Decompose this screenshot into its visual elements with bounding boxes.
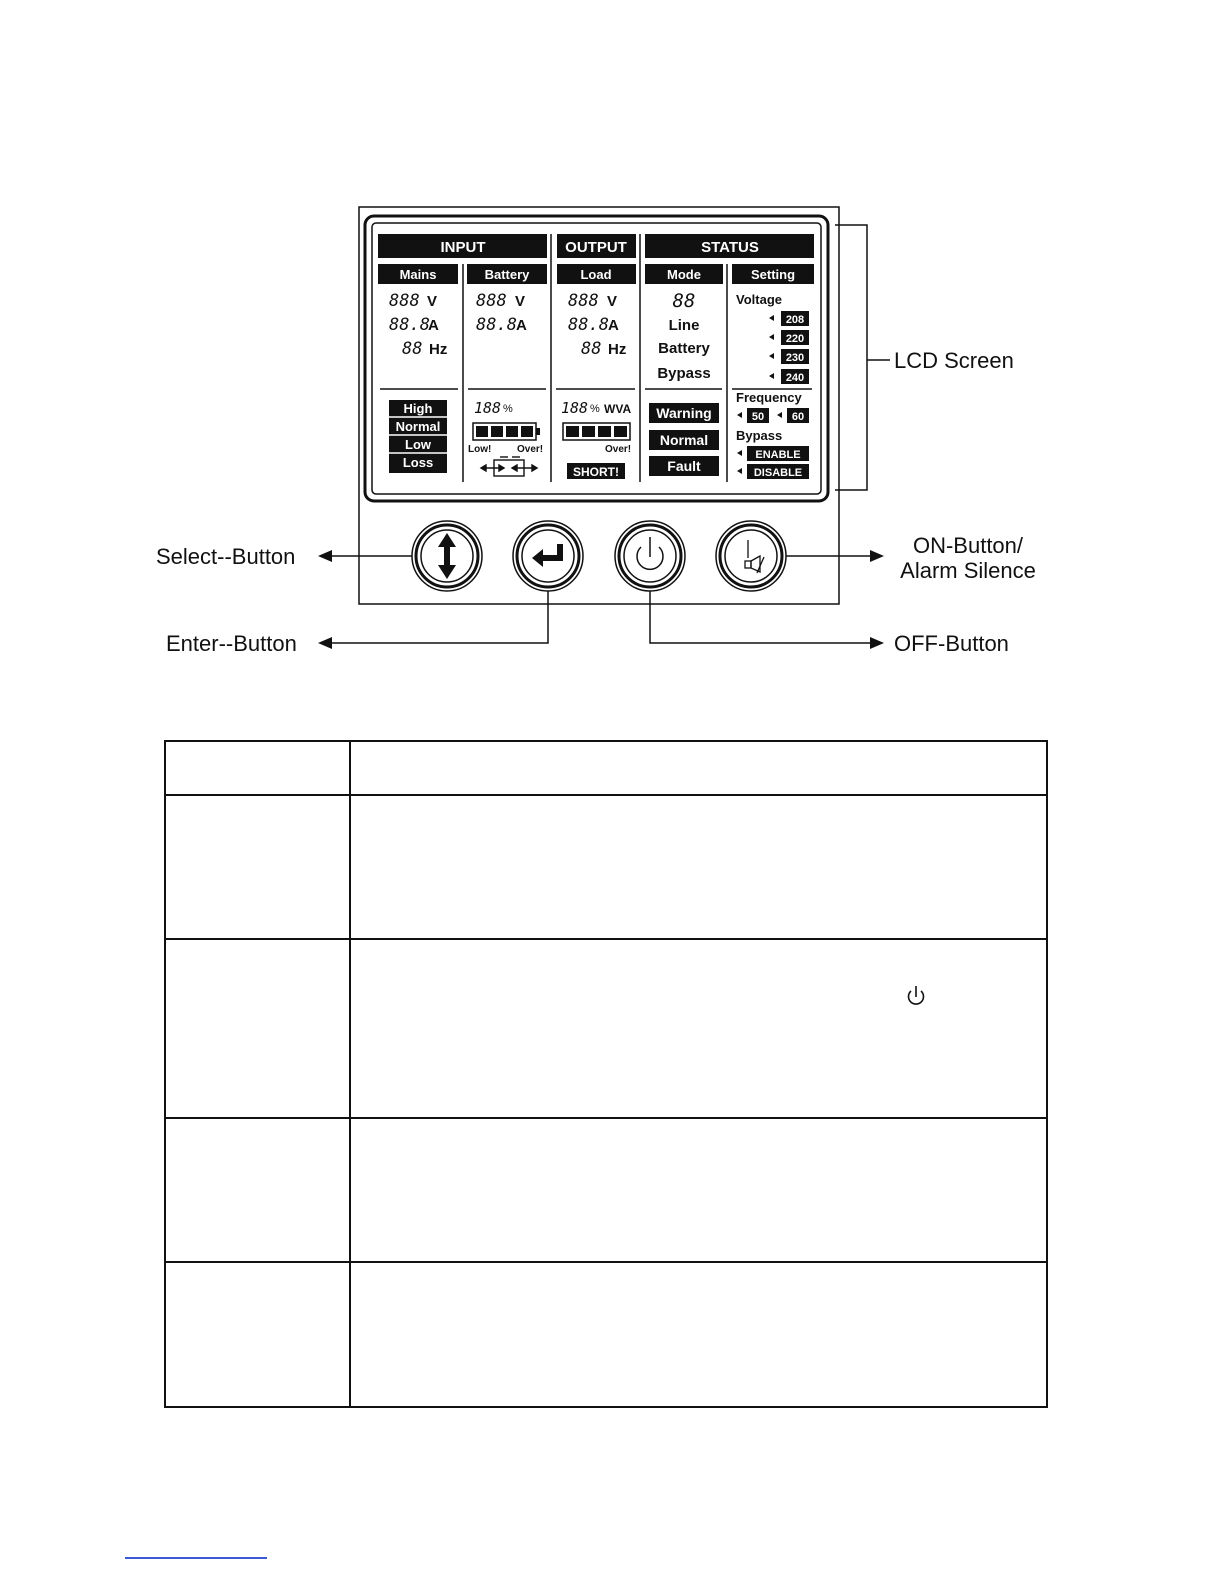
on-button-label-line1: ON-Button/ bbox=[912, 533, 1024, 558]
load-over-label: Over! bbox=[605, 444, 632, 455]
enter-callout-line bbox=[330, 591, 548, 643]
mode-line: Line bbox=[668, 317, 700, 334]
table-row bbox=[165, 1262, 1047, 1407]
select-button[interactable] bbox=[412, 521, 482, 591]
load-percent-unit: % bbox=[590, 403, 600, 415]
bypass-disable: DISABLE bbox=[753, 467, 803, 479]
mains-voltage-digits: 888 bbox=[389, 291, 420, 311]
battery-over-label: Over! bbox=[517, 444, 544, 455]
table-cell bbox=[350, 741, 1047, 795]
mode-digits: 88 bbox=[672, 290, 696, 312]
off-button[interactable] bbox=[615, 521, 685, 591]
lcd-screen-label: LCD Screen bbox=[894, 348, 1014, 373]
frequency-50: 50 bbox=[751, 411, 765, 423]
button-function-table bbox=[164, 740, 1048, 1408]
battery-readings bbox=[474, 291, 527, 417]
mains-level-loss: Loss bbox=[402, 455, 434, 470]
load-frequency-digits: 88 bbox=[581, 339, 602, 359]
mains-current-digits: 88.8 bbox=[389, 315, 430, 335]
voltage-230: 230 bbox=[785, 352, 805, 364]
off-callout-line bbox=[650, 591, 870, 643]
voltage-label: Voltage bbox=[736, 292, 782, 307]
battery-low-label: Low! bbox=[468, 444, 492, 455]
load-current-digits: 88.8 bbox=[568, 315, 609, 335]
off-button-label: OFF-Button bbox=[894, 631, 1009, 656]
on-alarm-silence-button[interactable] bbox=[716, 521, 786, 591]
mains-frequency-digits: 88 bbox=[402, 339, 423, 359]
table-cell bbox=[350, 939, 1047, 1118]
table-cell bbox=[350, 795, 1047, 939]
table-row bbox=[165, 1118, 1047, 1262]
frequency-label: Frequency bbox=[736, 390, 802, 405]
header-output: OUTPUT bbox=[565, 239, 627, 256]
mains-level-low: Low bbox=[405, 437, 431, 452]
voltage-220: 220 bbox=[785, 333, 805, 345]
battery-voltage-unit: V bbox=[515, 293, 526, 310]
mode-readings bbox=[657, 290, 710, 382]
table-cell bbox=[165, 741, 350, 795]
table-cell bbox=[165, 939, 350, 1118]
mains-levels bbox=[389, 400, 447, 473]
table-cell bbox=[165, 1118, 350, 1262]
battery-charge-flow-icon bbox=[481, 457, 537, 476]
mode-bypass: Bypass bbox=[657, 365, 711, 382]
table-cell bbox=[350, 1262, 1047, 1407]
subheader-setting: Setting bbox=[750, 267, 796, 282]
mains-level-normal: Normal bbox=[395, 419, 441, 434]
mains-current-unit: A bbox=[428, 317, 439, 334]
load-level-icon bbox=[563, 423, 630, 440]
state-warning: Warning bbox=[656, 405, 712, 421]
header-status: STATUS bbox=[701, 239, 759, 256]
power-icon bbox=[906, 984, 926, 1008]
mains-frequency-unit: Hz bbox=[429, 341, 448, 358]
lcd-sub-headers bbox=[378, 264, 814, 284]
load-wva-label: WVA bbox=[604, 402, 632, 416]
load-short-label: SHORT! bbox=[573, 465, 619, 479]
header-input: INPUT bbox=[440, 239, 486, 256]
subheader-battery: Battery bbox=[484, 267, 530, 282]
load-voltage-digits: 888 bbox=[568, 291, 599, 311]
lcd-screen-callout bbox=[835, 225, 890, 490]
table-header-row bbox=[165, 741, 1047, 795]
ups-front-panel-diagram bbox=[0, 0, 1224, 720]
battery-current-digits: 88.8 bbox=[476, 315, 517, 335]
voltage-208: 208 bbox=[785, 314, 805, 326]
frequency-60: 60 bbox=[791, 411, 805, 423]
table-cell bbox=[165, 795, 350, 939]
table-cell bbox=[165, 1262, 350, 1407]
load-frequency-unit: Hz bbox=[608, 341, 627, 358]
table-cell bbox=[350, 1118, 1047, 1262]
state-fault: Fault bbox=[667, 458, 701, 474]
subheader-mode: Mode bbox=[667, 267, 701, 282]
enter-button[interactable] bbox=[513, 521, 583, 591]
battery-percent-unit: % bbox=[503, 403, 513, 415]
battery-voltage-digits: 888 bbox=[476, 291, 507, 311]
load-percent-digits: 188 bbox=[561, 399, 589, 417]
battery-level-icon bbox=[473, 423, 540, 440]
table-row bbox=[165, 795, 1047, 939]
mode-battery: Battery bbox=[658, 340, 710, 357]
load-current-unit: A bbox=[608, 317, 619, 334]
mains-readings bbox=[389, 291, 447, 359]
voltage-240: 240 bbox=[785, 372, 805, 384]
setting-bypass bbox=[736, 428, 809, 479]
battery-percent-digits: 188 bbox=[474, 399, 502, 417]
lcd-main-headers bbox=[378, 234, 814, 258]
mains-voltage-unit: V bbox=[427, 293, 438, 310]
footer-link-underline bbox=[125, 1557, 267, 1559]
subheader-mains: Mains bbox=[399, 267, 437, 282]
load-readings bbox=[561, 291, 631, 417]
enter-button-label: Enter--Button bbox=[166, 631, 297, 656]
mains-level-high: High bbox=[403, 401, 433, 416]
load-voltage-unit: V bbox=[607, 293, 618, 310]
select-button-label: Select--Button bbox=[156, 544, 296, 569]
on-button-label-line2: Alarm Silence bbox=[900, 558, 1036, 583]
state-normal: Normal bbox=[659, 432, 709, 448]
setting-voltage bbox=[736, 292, 809, 384]
battery-current-unit: A bbox=[516, 317, 527, 334]
table-row bbox=[165, 939, 1047, 1118]
subheader-load: Load bbox=[580, 267, 612, 282]
setting-frequency bbox=[736, 390, 809, 423]
bypass-enable: ENABLE bbox=[755, 449, 801, 461]
mode-states bbox=[649, 403, 719, 476]
bypass-label: Bypass bbox=[736, 428, 783, 443]
